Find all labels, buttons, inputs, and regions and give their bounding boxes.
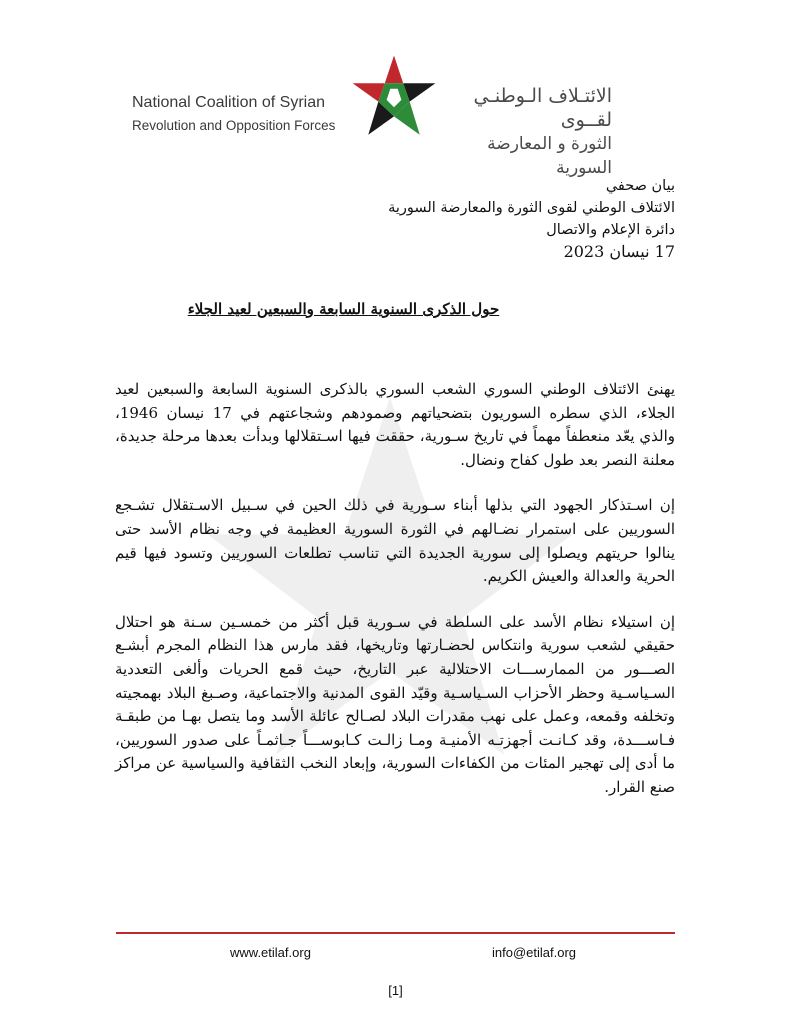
issuer: الائتلاف الوطني لقوى الثورة والمعارضة السورية [388,200,675,216]
statement-title: حول الذكرى السنوية السابعة والسبعين لعيد الجلاء [187,300,500,318]
footer-divider [116,932,675,934]
statement-date: 17 نيسان 2023 [563,242,675,261]
org-name-en-line1: National Coalition of Syrian [132,94,325,111]
page-number: [1] [388,983,403,998]
org-name-arabic [442,84,612,180]
org-name-ar-line1: الائتـلاف الـوطنـي لقــوى [473,85,612,131]
doc-type: بيان صحفي [605,178,675,194]
org-name-en-line2: Revolution and Opposition Forces [132,118,336,133]
statement-body [115,378,675,822]
paragraph-2: إن اسـتذكار الجهود التي بذلها أبناء سـورية في ذلك الحين في سـبيل الاسـتقلال تشـجع السوريين على استمرار نضـالهم في الثورة السورية العظيمة في وجه نظام الأسد حتى ينالوا حريتهم ويصلوا إلى سورية الجديدة التي تناسب تطلعات السوريين وتسود فيها قيم الحرية والعدالة والعيش الكريم. [115,496,675,586]
footer-website-link[interactable]: www.etilaf.org [230,945,311,960]
footer-email-link[interactable]: info@etilaf.org [492,945,577,960]
paragraph-1: يهنئ الائتلاف الوطني السوري الشعب السوري بالذكرى السنوية السابعة والسبعين لعيد الجلاء، الذي سطره السوريون بتضحياتهم وصمودهم وشجاعتهم في 17 نيسان 1946، والذي يعّد منعطفاً مهماً في تاريخ سـورية، حققت فيها اسـتقلالها وبدأت بعدها مرحلة جديدة، معلنة النصر بعد طول كفاح ونضال. [115,380,675,469]
coalition-star-logo-icon [348,52,440,144]
statement-meta [275,175,675,263]
department: دائرة الإعلام والاتصال [546,222,675,238]
org-name-english [132,92,347,136]
paragraph-3: إن استيلاء نظام الأسد على السلطة في سـورية قبل أكثر من خمسـين سـنة هو احتلال حقيقي لشعب سورية وانتكاس لحضـارتها وتاريخها، فقد مارس هذا النظام المجرم أبشـع الصـــور من الممارســـات الاحتلالية عبر التاريخ، حيث قمع الحريات وألغى التعددية السـياسـية وحظر الأحزاب السـياسـية وقيّد القوى المدنية والاجتماعية، وصـبغ البلاد بهمجيته وتخلفه وقمعه، وعمل على نهب مقدرات البلاد لصـالح عائلة الأسد وما يتصل بهـا من طبقـة فـاســـدة، وقد كـانـت أجهزتـه الأمنيـة ومـا زالـت كـابوســـاً جـاثمـاً على صدور السوريين، ما أدى إلى تهجير المئات من الكفاءات السورية، وإبعاد النخب الثقافية والسياسية عن مراكز صنع القرار. [115,612,675,796]
org-name-ar-line2: الثورة و المعارضة السورية [487,134,612,178]
